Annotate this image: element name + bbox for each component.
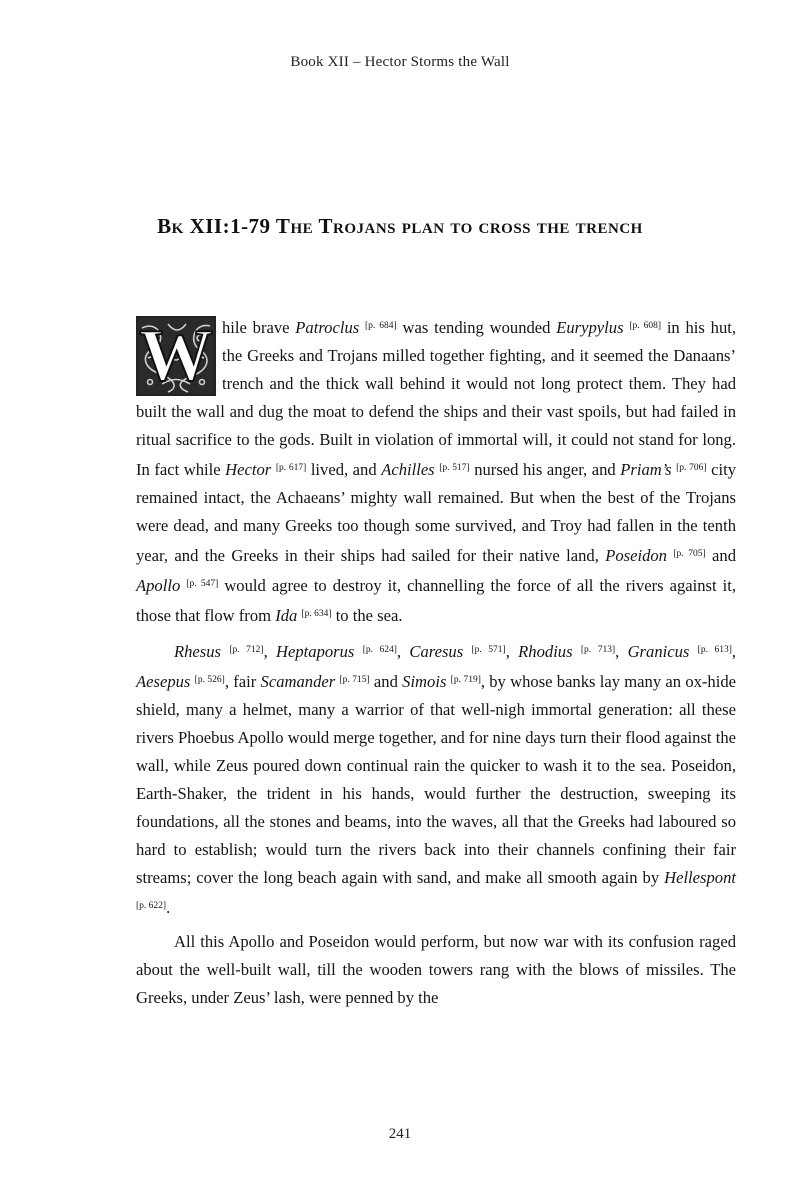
text-run: nursed his anger, and (469, 460, 621, 479)
name-simois: Simois (402, 672, 447, 691)
name-hellespont: Hellespont (664, 868, 736, 887)
text-run: , (505, 642, 519, 661)
text-run: would agree to destroy it, channelling the force of all the rivers against it, those that flow from (136, 576, 737, 625)
paragraph-1 (136, 312, 736, 630)
page-ref: [p. 684] (365, 321, 397, 331)
page-ref: [p. 634] (301, 609, 332, 619)
page-ref: [p. 705] (673, 549, 706, 559)
paragraph-3: All this Apollo and Poseidon would perform, but now war with its confusion raged about the well-built wall, till the wooden towers rang with the blows of missiles. The Greeks, under Zeus’ lash, were penned by the (136, 932, 736, 1007)
page-ref: [p. 571] (471, 645, 506, 655)
text-run: city remained intact, the Achaeans’ mighty wall remained. But when the best of the Trojans were dead, and many Greeks too though some survived, and Troy had fallen in the tenth year, and the Greeks in their ships had sailed for their native land, (136, 460, 737, 565)
text-run: . (166, 898, 171, 917)
page-ref: [p. 526] (194, 675, 225, 685)
name-priam: Priam’s (620, 460, 672, 479)
name-apollo: Apollo (136, 576, 181, 595)
name-hector: Hector (225, 460, 272, 479)
page-ref: [p. 706] (676, 463, 707, 473)
text-run: , fair (224, 672, 261, 691)
page-ref: [p. 517] (439, 463, 470, 473)
dropcap-ornament (136, 316, 216, 396)
text-run: and (705, 546, 737, 565)
body-text (136, 312, 736, 1018)
text-run: , (263, 642, 277, 661)
name-patroclus: Patroclus (295, 318, 360, 337)
page-ref: [p. 712] (229, 645, 264, 655)
running-header: Book XII – Hector Storms the Wall (290, 54, 510, 70)
text-run: , by whose banks lay many an ox-hide shield, many a helmet, many a warrior of that well-nigh immortal generation: all these rivers Phoebus Apollo would merge together, and for nine days turn their flood against the wall, while Zeus poured down continual rain the quicker to wash it to the sea. Poseidon, Earth-Shaker, the trident in his hands, would further the destruction, sweeping its foundations, all the stones and beams, into the waves, all that the Greeks had laboured so hard to establish; would turn the rivers back into their channels confining their fair streams; cover the long beach again with sand, and make all smooth again by (136, 672, 737, 887)
name-eurypylus: Eurypylus (556, 318, 624, 337)
name-scamander: Scamander (260, 672, 336, 691)
text-run: in his hut, the Greeks and Trojans milled together fighting, and it seemed the Danaans’ trench and the thick wall behind it would not long protect them. They had built the wall and dug the moat to defend the ships and their vast spoils, but had failed in ritual sacrifice to the gods. Built in violation of immortal will, it could not stand for long. In fact while (136, 318, 737, 479)
text-run: lived, and (306, 460, 382, 479)
page-ref: [p. 547] (186, 579, 219, 589)
text-run: , (615, 642, 628, 661)
page-ref: [p. 624] (362, 645, 397, 655)
text-run: to the sea. (331, 606, 403, 625)
text-run: and (369, 672, 403, 691)
name-granicus: Granicus (627, 642, 690, 661)
page-ref: [p. 613] (697, 645, 732, 655)
paragraph-2 (136, 636, 736, 922)
name-achilles: Achilles (381, 460, 435, 479)
name-heptaporus: Heptaporus (276, 642, 355, 661)
name-caresus: Caresus (409, 642, 464, 661)
name-rhodius: Rhodius (518, 642, 573, 661)
page-ref: [p. 608] (629, 321, 662, 331)
name-poseidon: Poseidon (605, 546, 667, 565)
text-run: hile brave (222, 318, 296, 337)
chapter-title: Bk XII:1-79 The Trojans plan to cross the trench (157, 214, 643, 238)
name-ida: Ida (275, 606, 298, 625)
dropcap-letter: W (139, 316, 213, 396)
text-run: was tending wounded (396, 318, 557, 337)
name-rhesus: Rhesus (174, 642, 222, 661)
name-aesepus: Aesepus (136, 672, 191, 691)
text-run: , (731, 642, 737, 661)
page-ref: [p. 715] (339, 675, 370, 685)
text-run: , (396, 642, 410, 661)
page-number: 241 (388, 1126, 412, 1142)
page-ref: [p. 719] (450, 675, 481, 685)
page-ref: [p. 617] (275, 463, 307, 473)
page-ref: [p. 622] (136, 901, 167, 911)
page-ref: [p. 713] (580, 645, 616, 655)
